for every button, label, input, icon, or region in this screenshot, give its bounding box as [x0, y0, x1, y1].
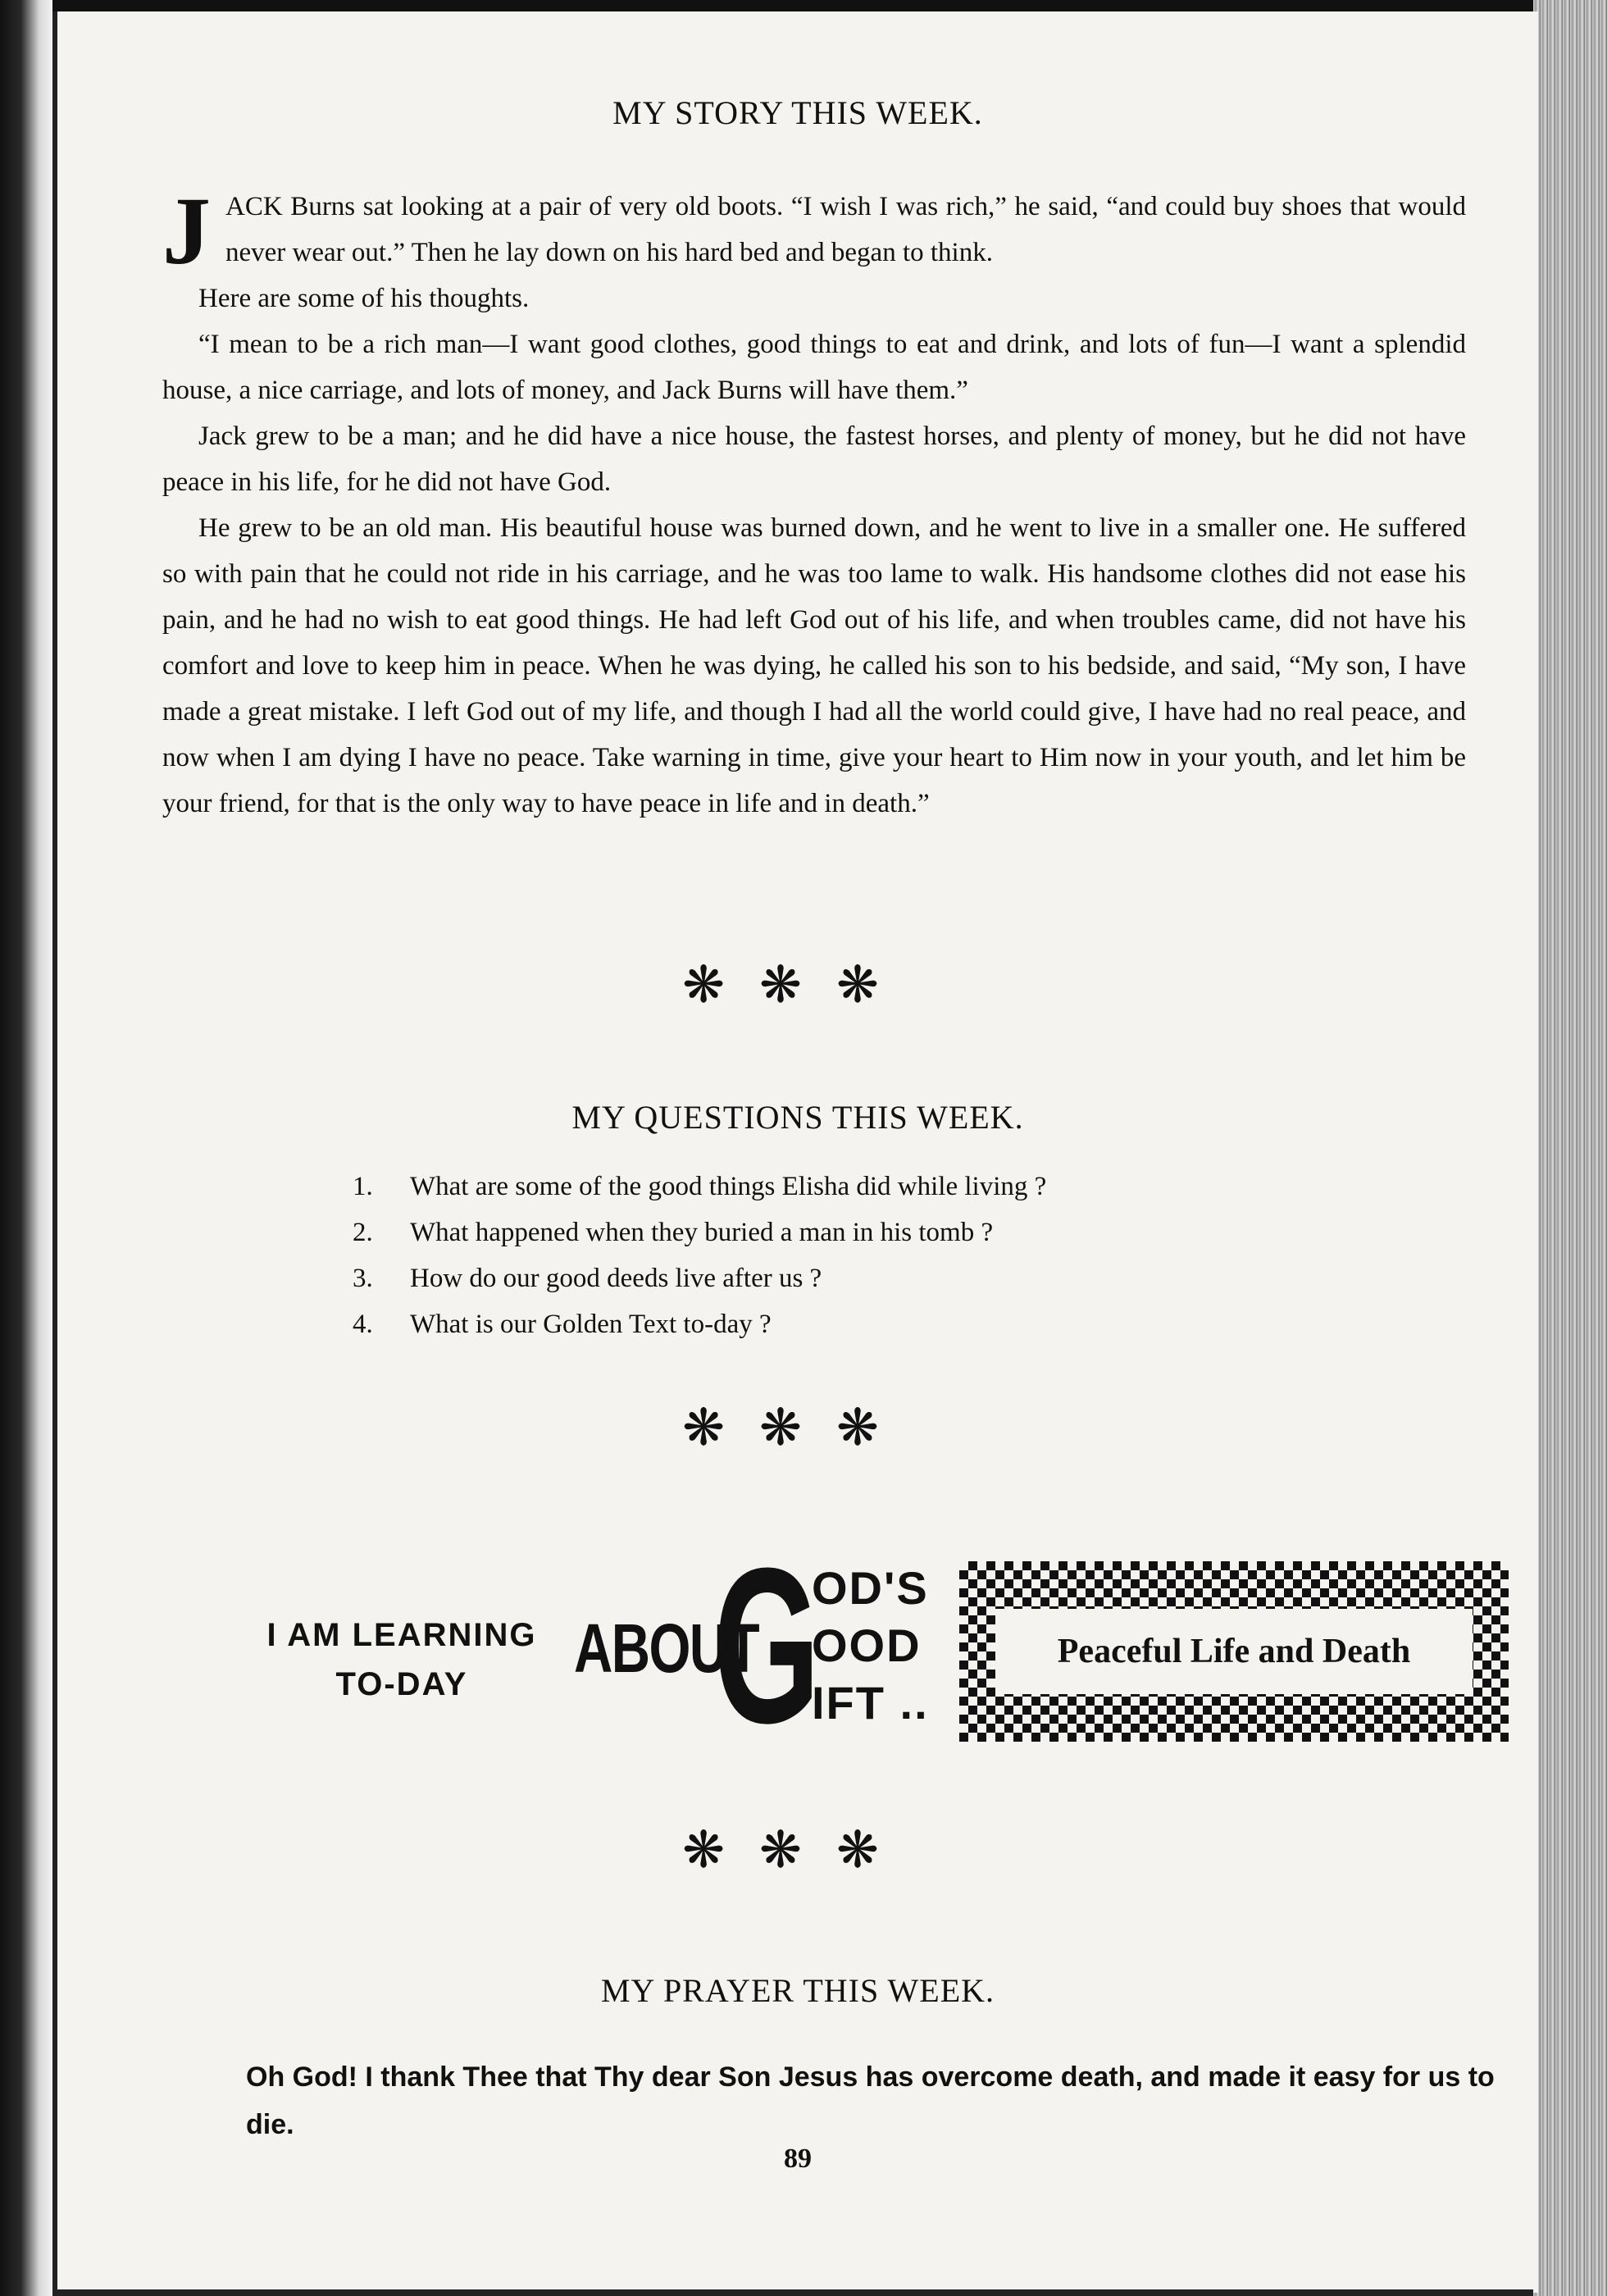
star-separator: ❋❋❋: [682, 1401, 913, 1456]
story-paragraph: Jack grew to be a man; and he did have a nice house, the fastest horses, and plenty of money, but he did not have peace in his life, for he did not have God.: [162, 421, 1466, 497]
questions-list: [353, 1164, 1336, 1347]
story-paragraph: JACK Burns sat looking at a pair of very old boots. “I wish I was rich,” he said, “and could buy shoes that would never wear out.” Then he lay down on his hard bed and began to think.: [162, 177, 1466, 285]
book-page: [52, 11, 1538, 2293]
question-item: 3. How do our good deeds live after us ?: [353, 1264, 822, 1293]
gods-word: OD'S: [812, 1562, 929, 1614]
ornamental-frame: [959, 1561, 1509, 1742]
drop-cap: J: [162, 177, 211, 285]
story-body: [162, 177, 1466, 827]
lesson-title: Peaceful Life and Death: [995, 1609, 1473, 1694]
top-edge: [52, 0, 1533, 11]
question-item: 4. What is our Golden Text to-day ?: [353, 1310, 772, 1339]
story-paragraph: “I mean to be a rich man—I want good clothes, good things to eat and drink, and lots of fun—I want a splendid house, a nice carriage, and lots of money, and Jack Burns will have them.”: [162, 330, 1466, 405]
questions-heading: MY QUESTIONS THIS WEEK.: [571, 1099, 1024, 1136]
big-g-letter: G: [713, 1523, 821, 1770]
story-paragraph: Here are some of his thoughts.: [198, 284, 530, 313]
star-separator: ❋❋❋: [682, 1823, 913, 1879]
page-stack-edge: [1533, 0, 1607, 2296]
story-heading: MY STORY THIS WEEK.: [612, 94, 983, 131]
question-item: 2. What happened when they buried a man in his tomb ?: [353, 1218, 994, 1247]
prayer-text: Oh God! I thank Thee that Thy dear Son Jesus has overcome death, and made it easy for us to die.: [246, 2061, 1495, 2140]
question-item: 1. What are some of the good things Elisha did while living ?: [353, 1172, 1047, 1201]
star-separator: ❋❋❋: [682, 958, 913, 1014]
lesson-banner: [180, 1523, 1509, 1770]
learning-label: I AM LEARNING TO-DAY: [266, 1617, 537, 1702]
about-word: ABOUT: [574, 1610, 759, 1687]
bottom-edge: [52, 2289, 1533, 2296]
book-binding-edge: [0, 0, 52, 2296]
good-word: OOD: [812, 1620, 922, 1671]
story-paragraph: He grew to be an old man. His beautiful house was burned down, and he went to live in a smaller one. He suffered so with pain that he could not ride in his carriage, and he was too lame to walk. His handsome clothes did not ease his pain, and he had no wish to eat good things. He had left God out of his life, and when troubles came, did not have his comfort and love to keep him in peace. When he was dying, he called his son to his bedside, and said, “My son, I have made a great mistake. I left God out of my life, and though I had all the world could give, I have had no real peace, and now when I am dying I have no peace. Take warning in time, give your heart to Him now in your youth, and let him be your friend, for that is the only way to have peace in life and in death.”: [162, 513, 1466, 818]
prayer-heading: MY PRAYER THIS WEEK.: [600, 1972, 995, 2009]
page-number: 89: [784, 2143, 812, 2174]
gift-word: IFT ..: [812, 1677, 929, 1729]
